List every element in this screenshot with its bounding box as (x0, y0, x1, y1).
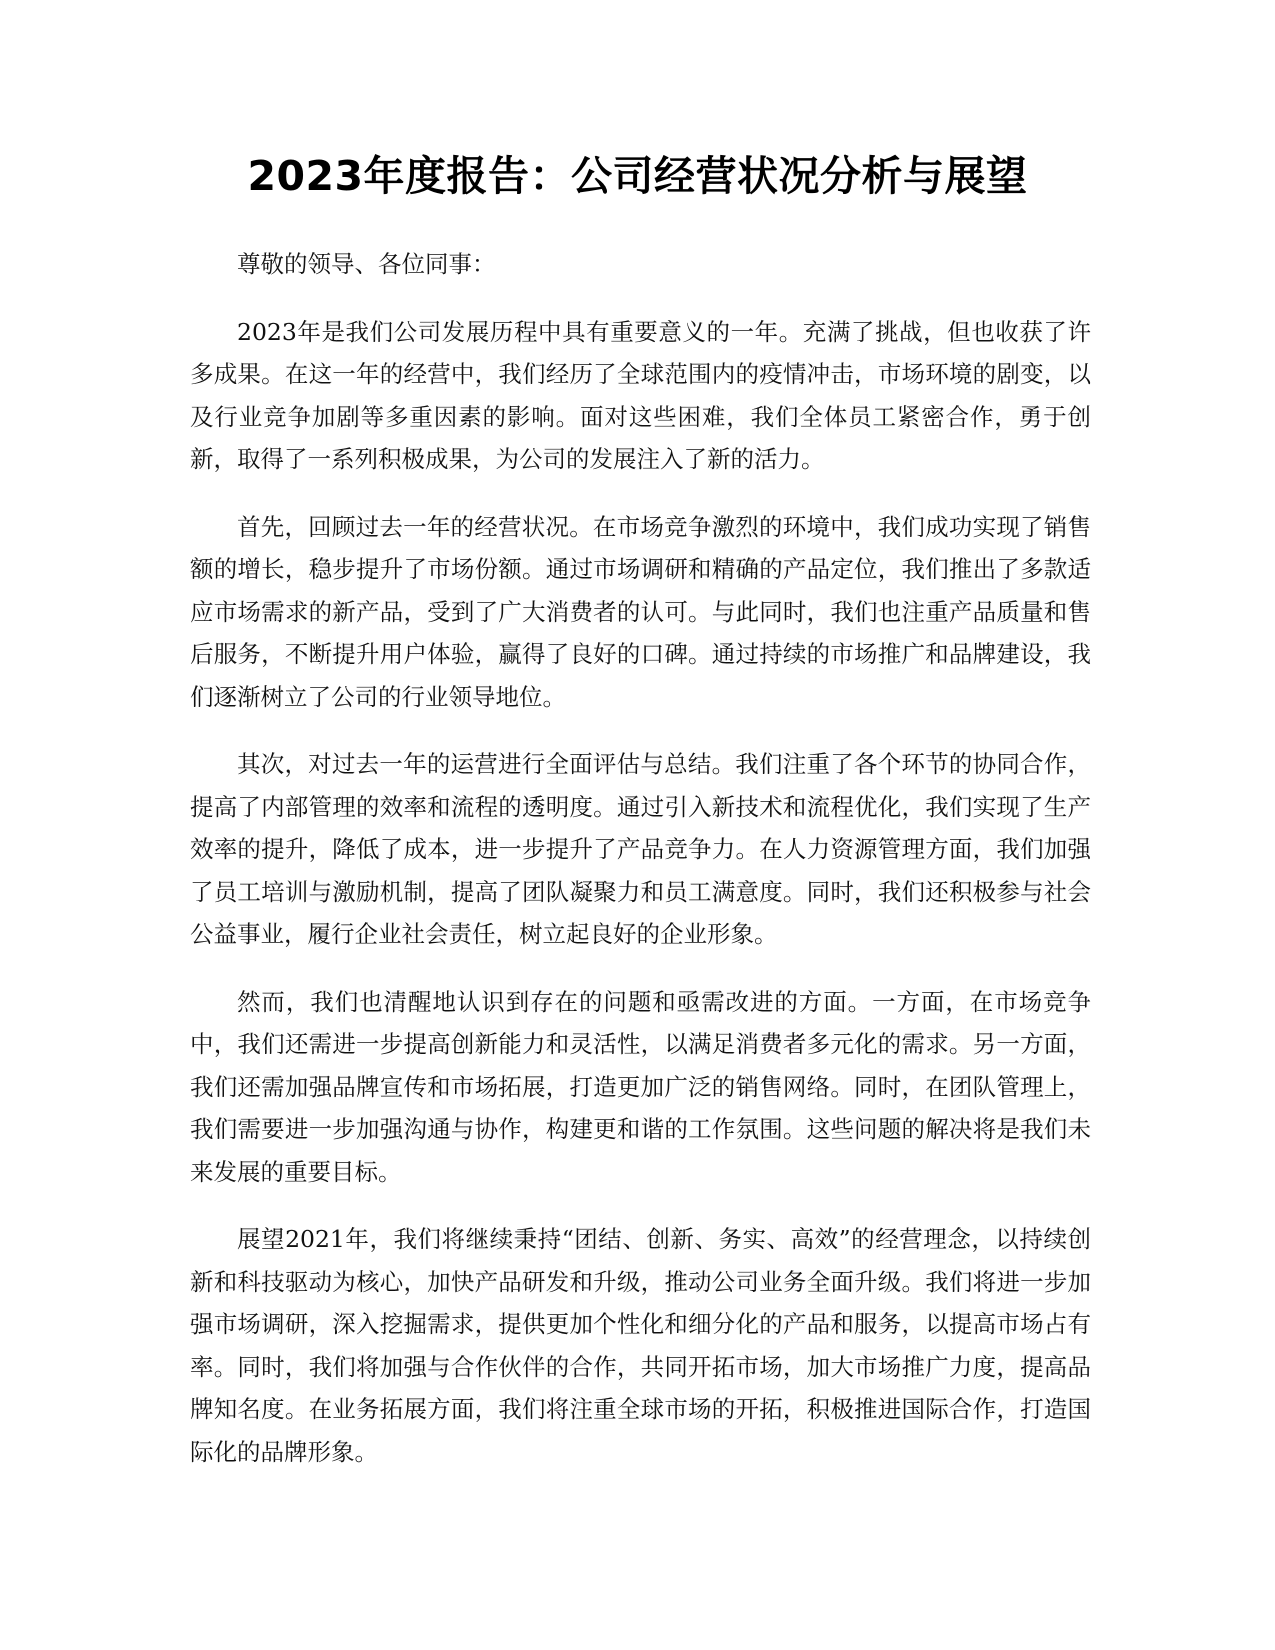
document-body (190, 243, 1091, 1498)
document-title: 2023年度报告：公司经营状况分析与展望 (247, 152, 1028, 200)
body-paragraph: 其次，对过去一年的运营进行全面评估与总结。我们注重了各个环节的协同合作，提高了内部管理的效率和流程的透明度。通过引入新技术和流程优化，我们实现了生产效率的提升，降低了成本，进一步提升了产品竞争力。在人力资源管理方面，我们加强了员工培训与激励机制，提高了团队凝聚力和员工满意度。同时，我们还积极参与社会公益事业，履行企业社会责任，树立起良好的企业形象。 (190, 750, 1091, 948)
body-paragraph: 然而，我们也清醒地认识到存在的问题和亟需改进的方面。一方面，在市场竞争中，我们还需进一步提高创新能力和灵活性，以满足消费者多元化的需求。另一方面，我们还需加强品牌宣传和市场拓展，打造更加广泛的销售网络。同时，在团队管理上，我们需要进一步加强沟通与协作，构建更和谐的工作氛围。这些问题的解决将是我们未来发展的重要目标。 (190, 987, 1091, 1186)
body-paragraph: 首先，回顾过去一年的经营状况。在市场竞争激烈的环境中，我们成功实现了销售额的增长，稳步提升了市场份额。通过市场调研和精确的产品定位，我们推出了多款适应市场需求的新产品，受到了广大消费者的认可。与此同时，我们也注重产品质量和售后服务，不断提升用户体验，赢得了良好的口碑。通过持续的市场推广和品牌建设，我们逐渐树立了公司的行业领导地位。 (190, 512, 1091, 711)
body-paragraph: 2023年是我们公司发展历程中具有重要意义的一年。充满了挑战，但也收获了许多成果。在这一年的经营中，我们经历了全球范围内的疫情冲击，市场环境的剧变，以及行业竞争加剧等多重因素的影响。面对这些困难，我们全体员工紧密合作，勇于创新，取得了一系列积极成果，为公司的发展注入了新的活力。 (190, 317, 1091, 473)
body-paragraph: 展望2021年，我们将继续秉持“团结、创新、务实、高效”的经营理念，以持续创新和科技驱动为核心，加快产品研发和升级，推动公司业务全面升级。我们将进一步加强市场调研，深入挖掘需求，提供更加个性化和细分化的产品和服务，以提高市场占有率。同时，我们将加强与合作伙伴的合作，共同开拓市场，加大市场推广力度，提高品牌知名度。在业务拓展方面，我们将注重全球市场的开拓，积极推进国际合作，打造国际化的品牌形象。 (190, 1225, 1091, 1466)
greeting-paragraph: 尊敬的领导、各位同事： (237, 250, 496, 278)
